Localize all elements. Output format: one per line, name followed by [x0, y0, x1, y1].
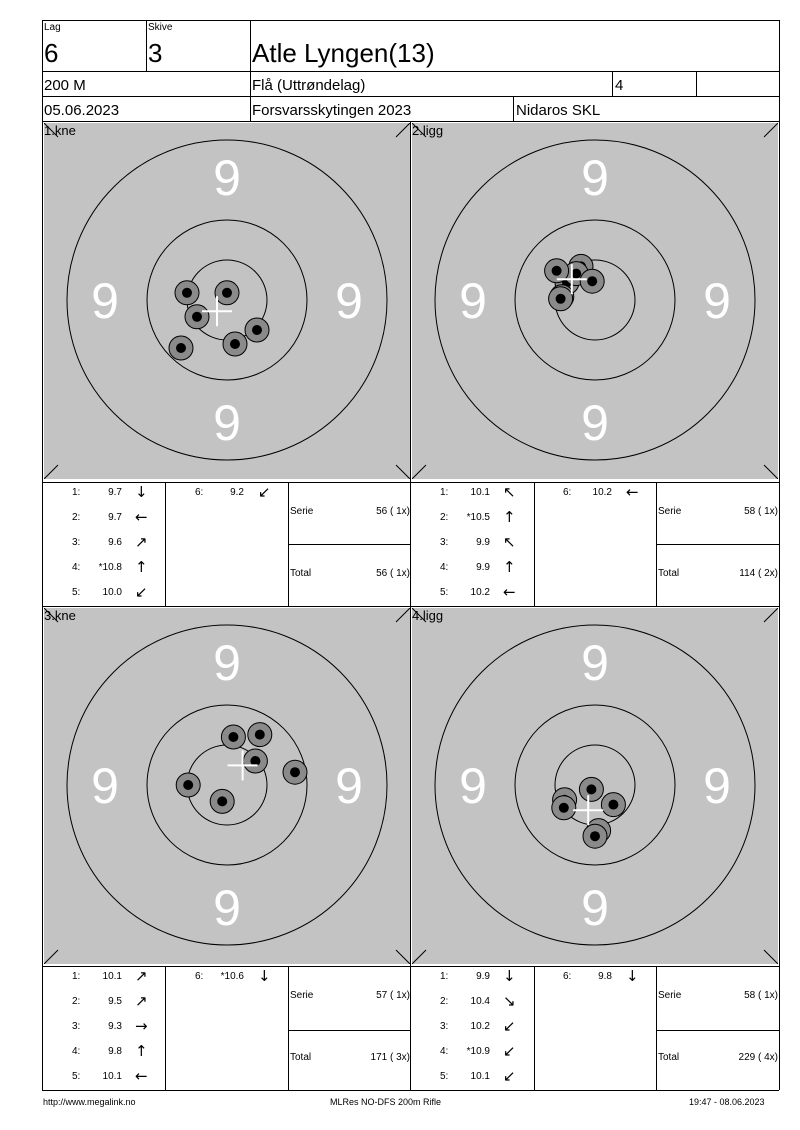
date: 05.06.2023: [44, 102, 120, 119]
shot-direction-icon: ↑: [503, 508, 516, 526]
total-label: Total: [290, 568, 312, 579]
shot-number: 6:: [195, 487, 204, 498]
corner-mark: [396, 465, 410, 479]
shot-number: 6:: [563, 971, 572, 982]
event-name: Forsvarsskytingen 2023: [252, 102, 412, 119]
shot-number: 1:: [440, 487, 449, 498]
ring-number: 9: [703, 273, 731, 329]
distance: 200 M: [44, 77, 86, 94]
serie-value: 56 ( 1x): [376, 506, 410, 517]
ring-number: 9: [213, 150, 241, 206]
shot-number: 1:: [72, 487, 81, 498]
lag-label: Lag: [44, 22, 61, 33]
shot-hit: [223, 332, 247, 356]
shot-number: 3:: [440, 1021, 449, 1032]
total-label: Total: [658, 1052, 680, 1063]
shot-direction-icon: ↓: [626, 967, 639, 985]
shot-number: 2:: [440, 996, 449, 1007]
corner-mark: [412, 465, 426, 479]
target-svg: [412, 608, 778, 964]
target-panel: [44, 123, 410, 479]
shot-number: 4:: [440, 562, 449, 573]
shot-direction-icon: ↙: [503, 1067, 516, 1085]
club-region: Flå (Uttrøndelag): [252, 77, 366, 94]
panel-label: 2.ligg: [412, 123, 444, 138]
shot-score: 9.9: [476, 537, 490, 548]
total-value: 114 ( 2x): [739, 568, 778, 579]
ring-number: 9: [581, 395, 609, 451]
ring-number: 9: [91, 758, 119, 814]
shot-number: 4:: [72, 562, 81, 573]
shot-direction-icon: ↑: [503, 558, 516, 576]
shot-direction-icon: ↗: [135, 992, 148, 1010]
shot-score: 9.8: [108, 1046, 122, 1057]
corner-mark: [396, 950, 410, 964]
total-label: Total: [290, 1052, 312, 1063]
shot-number: 6:: [563, 487, 572, 498]
shot-score: 9.5: [108, 996, 122, 1007]
serie-label: Serie: [290, 990, 314, 1001]
panel-label: 4.ligg: [412, 608, 444, 623]
shot-direction-icon: ↙: [503, 1042, 516, 1060]
serie-label: Serie: [290, 506, 314, 517]
panel-label: 3.kne: [44, 608, 76, 623]
shot-hit: [248, 723, 272, 747]
shot-direction-icon: ↗: [135, 967, 148, 985]
shot-number: 1:: [440, 971, 449, 982]
shot-hit: [215, 281, 239, 305]
target-svg: [412, 123, 778, 479]
shot-direction-icon: ←: [135, 508, 148, 526]
shot-hit: [601, 793, 625, 817]
corner-mark: [764, 123, 778, 137]
shot-hit: [283, 760, 307, 784]
serie-value: 57 ( 1x): [376, 990, 410, 1001]
shot-number: 3:: [72, 537, 81, 548]
corner-mark: [396, 123, 410, 137]
serie-label: Serie: [658, 506, 682, 517]
shot-hit: [175, 281, 199, 305]
shot-number: 3:: [440, 537, 449, 548]
shot-direction-icon: ↑: [135, 1042, 148, 1060]
target-svg: [44, 123, 410, 479]
corner-mark: [764, 608, 778, 622]
shot-score: 9.7: [108, 487, 122, 498]
target-svg: [44, 608, 410, 964]
skive-label: Skive: [148, 22, 173, 33]
shot-hit: [210, 789, 234, 813]
shot-score: *10.6: [220, 971, 244, 982]
shot-number: 5:: [440, 1071, 449, 1082]
shot-number: 2:: [72, 996, 81, 1007]
shot-score: *10.9: [466, 1046, 490, 1057]
shot-direction-icon: ←: [503, 583, 516, 601]
total-label: Total: [658, 568, 680, 579]
shot-direction-icon: ←: [626, 483, 639, 501]
shot-score: 9.8: [598, 971, 612, 982]
ring-number: 9: [581, 150, 609, 206]
ring-number: 9: [335, 273, 363, 329]
shot-score: 9.3: [108, 1021, 122, 1032]
shot-number: 5:: [72, 1071, 81, 1082]
shot-number: 1:: [72, 971, 81, 982]
ring-number: 9: [213, 395, 241, 451]
shot-score: 9.2: [230, 487, 244, 498]
footer-url[interactable]: http://www.megalink.no: [43, 1097, 136, 1107]
shot-direction-icon: ↖: [503, 533, 516, 551]
shot-score: 9.6: [108, 537, 122, 548]
shot-hit: [176, 773, 200, 797]
ring-number: 9: [91, 273, 119, 329]
ring-number: 9: [213, 635, 241, 691]
ring-number: 9: [459, 758, 487, 814]
shot-direction-icon: ↑: [135, 558, 148, 576]
corner-mark: [44, 465, 58, 479]
footer-timestamp: 19:47 - 08.06.2023: [689, 1097, 765, 1107]
shot-direction-icon: ↓: [503, 967, 516, 985]
shot-score: 9.9: [476, 971, 490, 982]
shot-score: 10.4: [470, 996, 490, 1007]
shot-score: 10.2: [470, 1021, 490, 1032]
shot-score: 10.1: [470, 487, 490, 498]
shot-number: 3:: [72, 1021, 81, 1032]
ring-number: 9: [213, 880, 241, 936]
corner-mark: [764, 465, 778, 479]
shot-score: 10.2: [592, 487, 612, 498]
target-panel: [412, 123, 778, 479]
shot-direction-icon: ↘: [503, 992, 516, 1010]
shot-number: 6:: [195, 971, 204, 982]
target-ring: [515, 220, 675, 380]
shot-hit: [185, 305, 209, 329]
corner-mark: [396, 608, 410, 622]
corner-mark: [412, 950, 426, 964]
shot-direction-icon: ↖: [503, 483, 516, 501]
shot-hit: [549, 287, 573, 311]
target-panel: [44, 608, 410, 964]
shot-hit: [169, 336, 193, 360]
shot-direction-icon: ↙: [135, 583, 148, 601]
shot-number: 5:: [72, 587, 81, 598]
shot-score: *10.5: [466, 512, 490, 523]
corner-mark: [764, 950, 778, 964]
shot-direction-icon: ←: [135, 1067, 148, 1085]
total-value: 56 ( 1x): [376, 568, 410, 579]
shooter-name: Atle Lyngen(13): [252, 38, 435, 68]
class-value: 4: [615, 77, 624, 94]
panel-label: 1.kne: [44, 123, 76, 138]
footer-software: MLRes NO-DFS 200m Rifle: [330, 1097, 442, 1107]
target-panel: [412, 608, 778, 964]
serie-value: 58 ( 1x): [744, 506, 778, 517]
shot-score: *10.8: [98, 562, 122, 573]
ring-number: 9: [335, 758, 363, 814]
shot-score: 9.9: [476, 562, 490, 573]
shot-score: 9.7: [108, 512, 122, 523]
shot-direction-icon: ↙: [258, 483, 271, 501]
shot-hit: [221, 725, 245, 749]
shot-hit: [243, 749, 267, 773]
shot-direction-icon: ↗: [135, 533, 148, 551]
ring-number: 9: [581, 880, 609, 936]
shot-hit: [583, 824, 607, 848]
skive-value: 3: [148, 38, 163, 68]
shot-number: 2:: [440, 512, 449, 523]
ring-number: 9: [703, 758, 731, 814]
organizer: Nidaros SKL: [516, 102, 601, 119]
lag-value: 6: [44, 38, 59, 68]
shot-hit: [579, 777, 603, 801]
shot-score: 10.1: [102, 971, 122, 982]
shot-hit: [245, 318, 269, 342]
serie-value: 58 ( 1x): [744, 990, 778, 1001]
total-value: 229 ( 4x): [738, 1052, 778, 1063]
shot-hit: [552, 796, 576, 820]
shot-score: 10.1: [102, 1071, 122, 1082]
shot-score: 10.1: [470, 1071, 490, 1082]
shot-number: 5:: [440, 587, 449, 598]
shot-direction-icon: ↙: [503, 1017, 516, 1035]
shot-direction-icon: ↓: [135, 483, 148, 501]
serie-label: Serie: [658, 990, 682, 1001]
corner-mark: [44, 950, 58, 964]
shot-direction-icon: →: [135, 1017, 148, 1035]
shot-score: 10.0: [102, 587, 122, 598]
shot-hit: [580, 269, 604, 293]
shot-score: 10.2: [470, 587, 490, 598]
shot-direction-icon: ↓: [258, 967, 271, 985]
shot-number: 2:: [72, 512, 81, 523]
ring-number: 9: [581, 635, 609, 691]
ring-number: 9: [459, 273, 487, 329]
shot-number: 4:: [72, 1046, 81, 1057]
total-value: 171 ( 3x): [370, 1052, 410, 1063]
shot-number: 4:: [440, 1046, 449, 1057]
